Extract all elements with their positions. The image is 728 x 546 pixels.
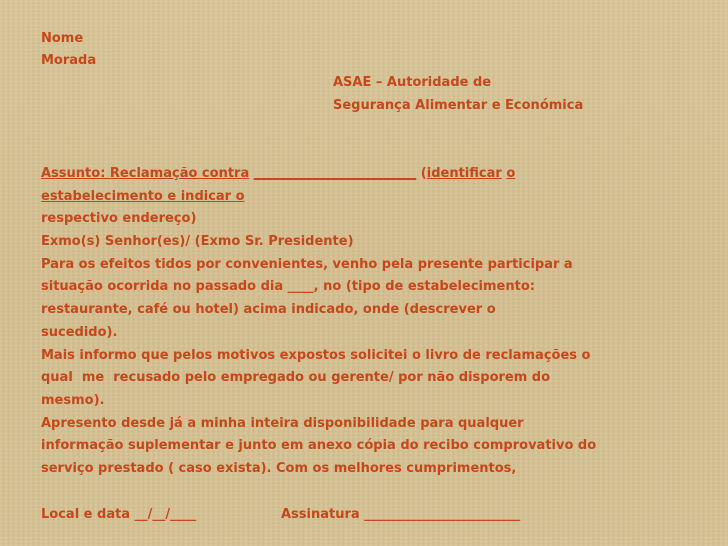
sender-name-label: Nome	[41, 31, 84, 46]
subject-paren: (	[420, 166, 427, 181]
subject-o: o	[506, 166, 516, 181]
subject-line-1	[41, 165, 515, 183]
subject-blank: _________________________	[253, 166, 417, 181]
recipient-line-1: ASAE – Autoridade de	[333, 75, 492, 90]
subject-line-3: respectivo endereço)	[41, 211, 197, 226]
signature-field	[281, 506, 520, 524]
sender-address-label: Morada	[41, 53, 97, 68]
paragraph-2-line-1: Mais informo que pelos motivos expostos solicitei o livro de reclamações o	[41, 348, 591, 363]
paragraph-1-line-3: restaurante, café ou hotel) acima indicado, onde (descrever o	[41, 302, 496, 317]
subject-label: Assunto: Reclamação contra	[41, 166, 250, 181]
paragraph-3-line-1: Apresento desde já a minha inteira disponibilidade para qualquer	[41, 416, 524, 431]
recipient-line-2: Segurança Alimentar e Económica	[333, 98, 584, 113]
subject-identificar: identificar	[426, 166, 502, 181]
subject-establishment: estabelecimento e indicar o	[41, 189, 245, 204]
paragraph-3-line-2: informação suplementar e junto em anexo cópia do recibo comprovativo do	[41, 438, 597, 453]
paragraph-1-line-1: Para os efeitos tidos por convenientes, venho pela presente participar a	[41, 257, 573, 272]
local-date-field: Local e data __/__/____	[41, 507, 197, 522]
signature-label: Assinatura	[281, 507, 360, 522]
paragraph-1-line-2: situação ocorrida no passado dia ____, no (tipo de estabelecimento:	[41, 279, 535, 294]
signature-blank: ________________________	[364, 507, 521, 522]
paragraph-3-line-3: serviço prestado ( caso exista). Com os melhores cumprimentos,	[41, 461, 517, 476]
paragraph-1-line-4: sucedido).	[41, 325, 118, 340]
paragraph-2-line-2: qual me recusado pelo empregado ou gerente/ por não disporem do	[41, 370, 551, 385]
salutation: Exmo(s) Senhor(es)/ (Exmo Sr. Presidente)	[41, 234, 354, 249]
paragraph-2-line-3: mesmo).	[41, 393, 105, 408]
subject-line-2	[41, 188, 245, 206]
